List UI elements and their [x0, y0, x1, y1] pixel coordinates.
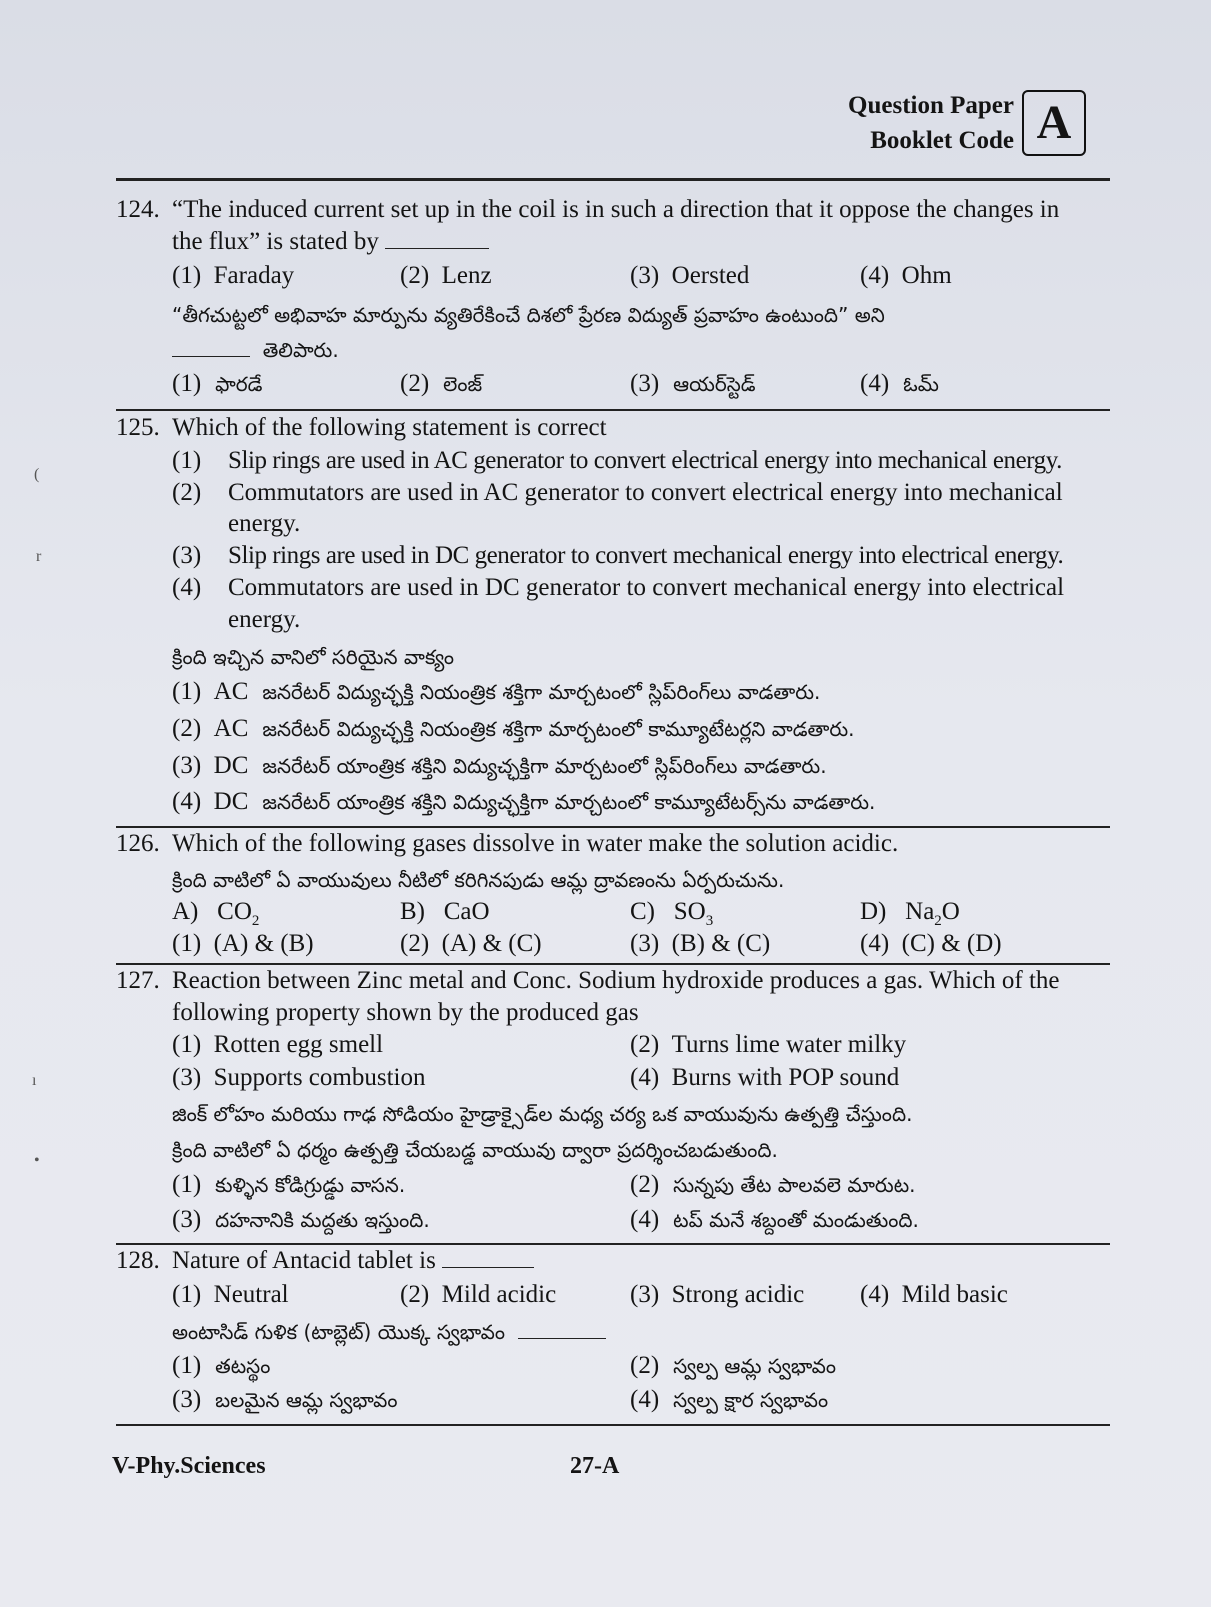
- item-a: A) $CO_2$: [172, 898, 260, 929]
- option-2: (2) Mild acidic: [400, 1281, 557, 1308]
- option-2-text: Commutators are used in AC generator to convert electrical energy into mechanical: [228, 479, 1063, 506]
- telugu-option-4: (4) DC జనరేటర్ యాంత్రిక శక్తిని విద్యుచ్ఛక్తిగా మార్చటంలో కామ్యూటేటర్స్‌ను వాడతారు.: [172, 788, 876, 815]
- margin-mark: •: [34, 1152, 40, 1169]
- footer-subject: V-Phy.Sciences: [112, 1453, 266, 1479]
- booklet-code-label-line1: Question Paper: [848, 92, 1014, 119]
- question-text: Nature of Antacid tablet is: [172, 1247, 534, 1275]
- telugu-option-4: (4) ఓమ్: [860, 370, 939, 397]
- telugu-option-1: (1) కుళ్ళిన కోడిగ్రుడ్డు వాసన.: [172, 1171, 406, 1198]
- item-d: D) $Na_2O$: [860, 898, 960, 929]
- telugu-option-1: (1) AC జనరేటర్ విద్యుచ్ఛక్తి నియంత్రిక శక్తిగా మార్చటంలో స్లిప్‌రింగ్‌లు వాడతారు.: [172, 678, 821, 705]
- question-divider: [116, 1243, 1110, 1245]
- question-text: Which of the following statement is correct: [172, 414, 607, 441]
- margin-mark: r: [36, 548, 42, 565]
- option-3: (3) Supports combustion: [172, 1064, 426, 1091]
- option-4-number: (4): [172, 574, 202, 601]
- option-4-text-cont: energy.: [228, 606, 301, 633]
- telugu-option-2: (2) AC జనరేటర్ విద్యుచ్ఛక్తి నియంత్రిక శక్తిగా మార్చటంలో కామ్యూటేటర్లని వాడతారు.: [172, 715, 855, 742]
- question-text-line2: following property shown by the produced gas: [172, 999, 639, 1026]
- option-1-number: (1): [172, 447, 202, 474]
- telugu-question-text: అంటాసిడ్ గుళిక (టాబ్లెట్) యొక్క స్వభావం: [172, 1320, 606, 1349]
- option-3: (3) (B) & (C): [630, 930, 771, 957]
- question-text-line1: “The induced current set up in the coil is in such a direction that it oppose the changes in: [172, 196, 1060, 223]
- option-4: (4) Burns with POP sound: [630, 1064, 900, 1091]
- item-c: C) $SO_3$: [630, 898, 714, 929]
- telugu-option-1: (1) ఫారడే: [172, 370, 263, 397]
- question-number: 126.: [116, 830, 160, 857]
- margin-mark: (: [34, 466, 40, 483]
- footer-page-number: 27-A: [570, 1453, 620, 1479]
- question-number: 124.: [116, 196, 160, 223]
- telugu-option-3: (3) DC జనరేటర్ యాంత్రిక శక్తిని విద్యుచ్ఛక్తిగా మార్చటంలో స్లిప్‌రింగ్‌లు వాడతారు.: [172, 752, 827, 779]
- telugu-option-2: (2) సున్నపు తేట పాలవలె మారుట.: [630, 1171, 916, 1198]
- telugu-option-2: (2) లెంజ్: [400, 370, 483, 397]
- option-1-text: Slip rings are used in AC generator to convert electrical energy into mechanical energy.: [228, 447, 1062, 474]
- telugu-option-4: (4) టప్ మనే శబ్దంతో మండుతుంది.: [630, 1206, 919, 1233]
- question-text-line1: Reaction between Zinc metal and Conc. Sodium hydroxide produces a gas. Which of the: [172, 967, 1060, 994]
- telugu-option-2: (2) స్వల్ప ఆమ్ల స్వభావం: [630, 1352, 837, 1379]
- question-number: 125.: [116, 414, 160, 441]
- question-divider: [116, 409, 1110, 411]
- question-text-line2: the flux” is stated by: [172, 228, 489, 256]
- item-b: B) CaO: [400, 898, 490, 925]
- option-1: (1) Neutral: [172, 1281, 289, 1308]
- question-divider: [116, 963, 1110, 965]
- question-divider: [116, 1424, 1110, 1426]
- option-1: (1) Rotten egg smell: [172, 1031, 384, 1058]
- telugu-option-1: (1) తటస్థం: [172, 1352, 271, 1379]
- option-2: (2) Lenz: [400, 262, 492, 289]
- option-3: (3) Strong acidic: [630, 1281, 805, 1308]
- option-3-number: (3): [172, 542, 202, 569]
- booklet-code-label-line2: Booklet Code: [870, 127, 1014, 154]
- telugu-question-line2: తెలిపారు.: [172, 338, 339, 367]
- telugu-option-3: (3) ఆయర్‌స్టెడ్: [630, 370, 756, 397]
- answer-blank: [385, 248, 489, 249]
- answer-blank: [442, 1267, 534, 1268]
- telugu-option-4: (4) స్వల్ప క్షార స్వభావం: [630, 1386, 829, 1413]
- margin-mark: ı: [32, 1072, 37, 1089]
- option-2-text-cont: energy.: [228, 510, 301, 537]
- option-3: (3) Oersted: [630, 262, 750, 289]
- telugu-question-line2: క్రింది వాటిలో ఏ ధర్మం ఉత్పత్తి చేయబడ్డ వాయువు ద్వారా ప్రదర్శించబడుతుంది.: [172, 1138, 778, 1162]
- telugu-question-line1: “తీగచుట్టలో అభివాహ మార్పును వ్యతిరేకించే దిశలో ప్రేరణ విద్యుత్ ప్రవాహం ఉంటుంది” అని: [172, 303, 885, 327]
- option-2: (2) Turns lime water milky: [630, 1031, 907, 1058]
- question-number: 127.: [116, 967, 160, 994]
- question-divider: [116, 826, 1110, 828]
- telugu-question-line1: జింక్ లోహం మరియు గాఢ సోడియం హైడ్రాక్సైడ్‌ల మధ్య చర్య ఒక వాయువును ఉత్పత్తి చేస్తుంది.: [172, 1102, 913, 1126]
- option-3-text: Slip rings are used in DC generator to convert mechanical energy into electrical energy.: [228, 542, 1064, 569]
- option-4: (4) Ohm: [860, 262, 952, 289]
- telugu-option-3: (3) బలమైన ఆమ్ల స్వభావం: [172, 1386, 398, 1413]
- telugu-question-text: క్రింది వాటిలో ఏ వాయువులు నీటిలో కరిగినపుడు ఆమ్ల ద్రావణంను ఏర్పరుచును.: [172, 868, 785, 892]
- booklet-code-box: A: [1022, 90, 1086, 156]
- option-2: (2) (A) & (C): [400, 930, 542, 957]
- answer-blank: [172, 356, 250, 357]
- answer-blank: [518, 1338, 606, 1339]
- question-number: 128.: [116, 1247, 160, 1274]
- option-2-number: (2): [172, 479, 202, 506]
- option-4-text: Commutators are used in DC generator to convert mechanical energy into electrical: [228, 574, 1065, 601]
- option-4: (4) Mild basic: [860, 1281, 1008, 1308]
- option-1: (1) (A) & (B): [172, 930, 314, 957]
- telugu-question-text: క్రింది ఇచ్చిన వానిలో సరియైన వాక్యం: [172, 645, 454, 669]
- booklet-code-label: [800, 88, 1014, 158]
- option-4: (4) (C) & (D): [860, 930, 1002, 957]
- option-1: (1) Faraday: [172, 262, 295, 289]
- telugu-option-3: (3) దహనానికి మద్దతు ఇస్తుంది.: [172, 1206, 430, 1233]
- question-text: Which of the following gases dissolve in water make the solution acidic.: [172, 830, 899, 857]
- header-divider: [116, 178, 1110, 181]
